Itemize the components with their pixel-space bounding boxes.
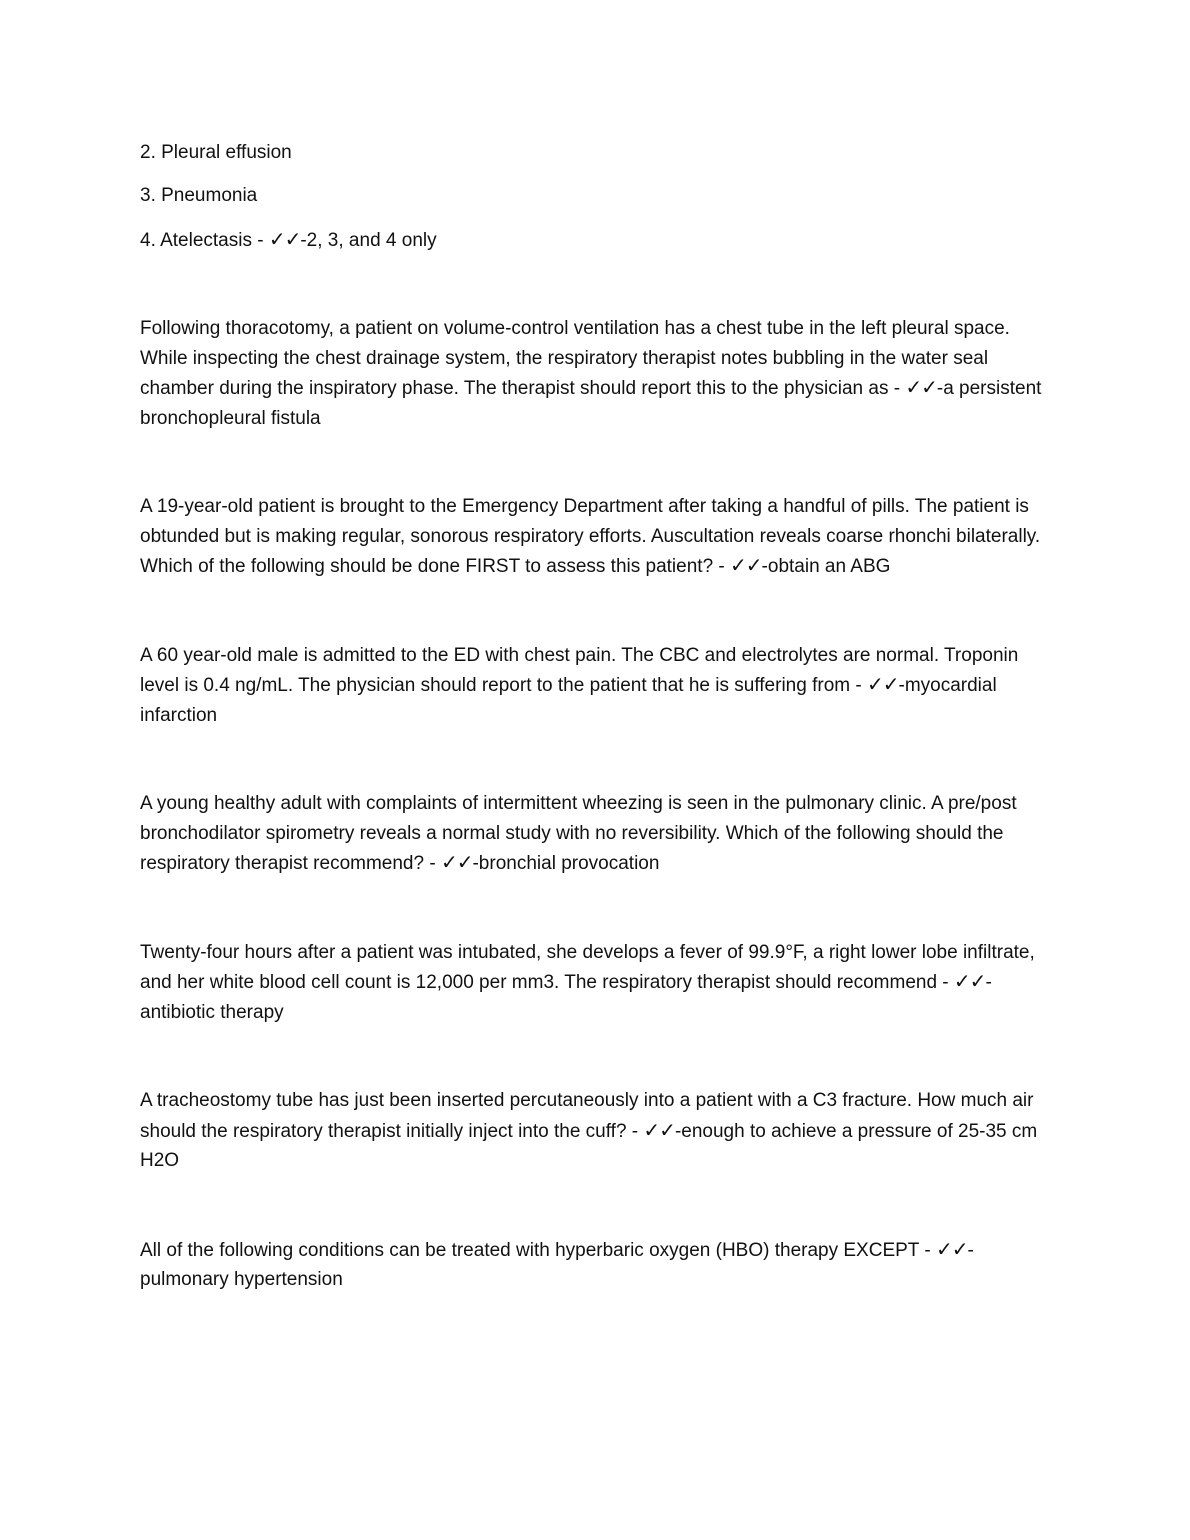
separator: - (626, 1120, 644, 1142)
double-check-icon: ✓✓ (643, 1117, 675, 1142)
question-text: A 19-year-old patient is brought to the Emergency Department after taking a handful of pills. The patient is obtunded but is making regular, sonorous respiratory efforts. Auscultation reveals coarse rhonchi bilaterally. Which of the following should be done FIRST to assess this patient? (140, 496, 1041, 577)
question-text: A 60 year-old male is admitted to the ED with chest pain. The CBC and electrolytes are normal. Troponin level is 0.4 ng/mL. The physician should report to the patient that he is suffering from (140, 644, 1019, 696)
double-check-icon: ✓✓ (440, 850, 473, 874)
question-text: All of the following conditions can be treated with hyperbaric oxygen (HBO) therapy EXCEPT (140, 1239, 920, 1261)
list-item (140, 182, 1050, 210)
double-check-icon: ✓✓ (730, 553, 762, 577)
list-item-text: 2. Pleural effusion (140, 142, 292, 163)
list-item-text: 4. Atelectasis (140, 230, 252, 251)
answer-text: -a persistent bronchopleural fistula (140, 378, 1042, 429)
separator: - (919, 1239, 936, 1261)
qa-item (140, 1235, 1050, 1295)
document-content (140, 139, 1050, 1354)
separator: - (888, 378, 906, 399)
separator: - (251, 230, 269, 251)
separator: - (713, 556, 731, 577)
qa-item (140, 938, 1050, 1028)
qa-item (140, 314, 1050, 433)
qa-item (140, 641, 1050, 731)
qa-item (140, 492, 1050, 582)
double-check-icon: ✓✓ (268, 227, 301, 251)
answer-text: -antibiotic therapy (140, 972, 992, 1023)
double-check-icon: ✓✓ (953, 969, 986, 993)
answer-text: -obtain an ABG (761, 556, 891, 577)
list-item-text: 3. Pneumonia (140, 185, 258, 206)
separator: - (850, 675, 867, 696)
double-check-icon: ✓✓ (935, 1236, 968, 1261)
answer-text: -pulmonary hypertension (140, 1239, 974, 1290)
question-text: Twenty-four hours after a patient was intubated, she develops a fever of 99.9°F, a right lower lobe infiltrate, and her white blood cell count is 12,000 per mm3. The respiratory therapist should recommend (140, 941, 1035, 993)
double-check-icon: ✓✓ (905, 375, 937, 399)
question-text: A young healthy adult with complaints of intermittent wheezing is seen in the pulmonary clinic. A pre/post bronchodilator spirometry reveals a normal study with no reversibility. Which of the following should the respiratory therapist recommend? (140, 793, 1017, 874)
answer-text: -bronchial provocation (472, 853, 660, 874)
answer-text: -enough to achieve a pressure of 25-35 cm H2O (140, 1120, 1038, 1171)
separator: - (937, 972, 954, 993)
qa-item (140, 789, 1050, 879)
question-text: A tracheostomy tube has just been inserted percutaneously into a patient with a C3 fracture. How much air should the respiratory therapist initially inject into the cuff? (140, 1090, 1034, 1142)
question-text: Following thoracotomy, a patient on volume-control ventilation has a chest tube in the left pleural space. While inspecting the chest drainage system, the respiratory therapist notes bubbling in the water seal chamber during the inspiratory phase. The therapist should report this to the physician as (140, 318, 1010, 399)
list-item (140, 225, 1050, 255)
double-check-icon: ✓✓ (866, 672, 899, 696)
separator: - (424, 853, 441, 874)
list-answer: -2, 3, and 4 only (300, 230, 437, 251)
list-item (140, 139, 1050, 167)
qa-item (140, 1086, 1050, 1176)
answer-text: -myocardial infarction (140, 675, 997, 726)
